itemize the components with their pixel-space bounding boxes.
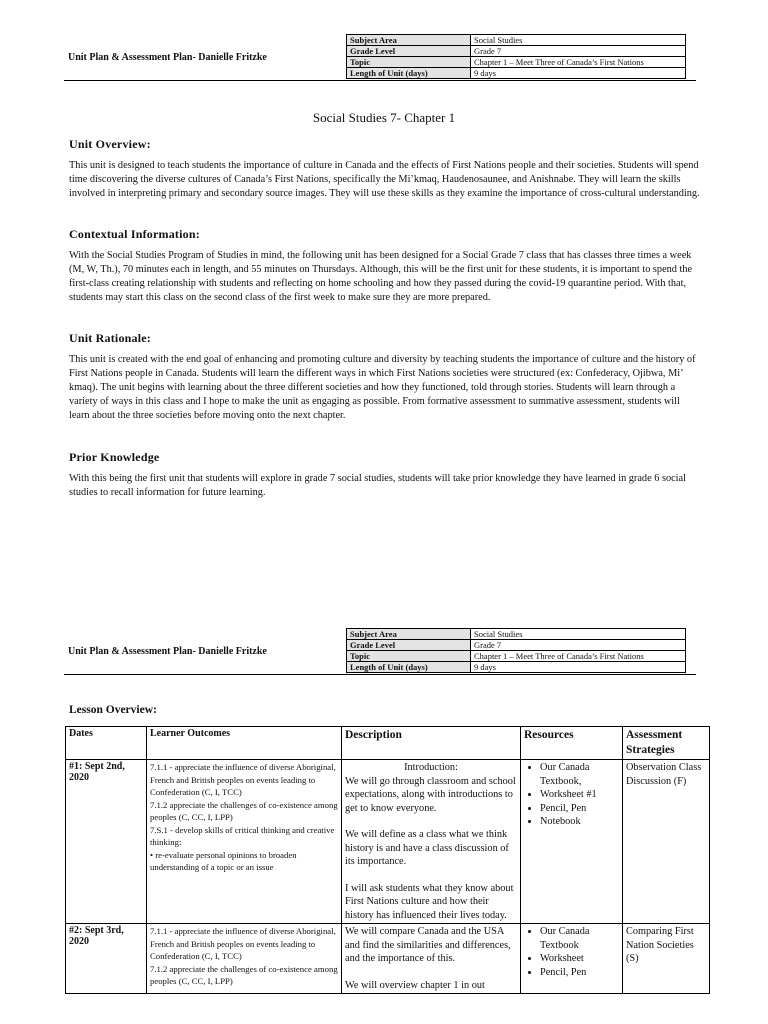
table-header-row [66, 727, 710, 760]
description-line: We will compare Canada and the USA and find the similarities and differences, and the importance of this. [345, 926, 511, 964]
list-item: • Worksheet [540, 952, 619, 966]
section-body: This unit is designed to teach students the importance of culture in Canada and the effects of First Nations people and their societies. Students will spend time discovering the diverse cultures of Canada’s First Nations, specifically the Mi’kmaq, Haudenosaunee, and Anishnabe. They will learn the skills involved in interpreting primary and secondary source images. They will use these skills as they examine the importance of cross-cultural understanding. [69, 160, 700, 199]
table-row [347, 68, 686, 79]
lesson-overview-table [65, 726, 710, 994]
table-row [66, 760, 710, 924]
lesson-date: #2: Sept 3rd, 2020 [66, 924, 147, 994]
column-header: Learner Outcomes [147, 727, 342, 760]
column-header: Assessment Strategies [623, 727, 710, 760]
info-key: Length of Unit (days) [347, 662, 471, 673]
unit-overview-section [69, 137, 701, 201]
resources-list [524, 925, 619, 979]
lesson-overview-title: Lesson Overview: [69, 704, 157, 716]
description-line: We will go through classroom and school expectations, along with introductions to get to know everyone. [345, 775, 516, 814]
assessment-cell: Observation Class Discussion (F) [623, 760, 710, 924]
section-heading: Unit Rationale: [69, 331, 151, 345]
table-row [66, 924, 710, 994]
unit-info-table [346, 628, 686, 673]
section-body: This unit is created with the end goal of enhancing and promoting culture and diversity by teaching students the importance of culture and the history of First Nations people in Canada. Students will learn the different ways in which First Nations societies were structured (ex: Confederacy, Ojibwa, Mi’ kmaq). The unit begins with learning about the three different societies and how they functioned, told through stories. Students will learn through a variety of ways in this class and I hope to make the unit as engaging as possible. From formative assessment to summative assessment, students will learn about the three societies before moving onto the next chapter. [69, 354, 696, 421]
section-heading: Prior Knowledge [69, 450, 160, 464]
assessment-cell: Comparing First Nation Societies (S) [623, 924, 710, 994]
outcome-line: • re-evaluate personal opinions to broaden understanding of a topic or an issue [150, 849, 297, 872]
table-row [347, 35, 686, 46]
header-title: Unit Plan & Assessment Plan- Danielle Fritzke [68, 646, 267, 657]
unit-rationale-section [69, 331, 701, 423]
lesson-date: #1: Sept 2nd, 2020 [66, 760, 147, 924]
list-item: • Our Canada Textbook [540, 925, 619, 952]
info-value: 9 days [471, 68, 686, 79]
list-item: • Pencil, Pen [540, 966, 619, 980]
table-row [347, 662, 686, 673]
unit-info-table [346, 34, 686, 79]
info-value: Chapter 1 – Meet Three of Canada’s First Nations [471, 57, 686, 68]
table-row [347, 629, 686, 640]
section-heading: Unit Overview: [69, 137, 151, 151]
description-cell [342, 924, 521, 994]
info-value: Chapter 1 – Meet Three of Canada’s First Nations [471, 651, 686, 662]
table-row [347, 57, 686, 68]
outcome-line: 7.1.2 appreciate the challenges of co-existence among peoples (C, CC, I, LPP) [150, 963, 338, 986]
info-key: Subject Area [347, 35, 471, 46]
outcome-line: 7.1.1 - appreciate the influence of diverse Aboriginal, French and British peoples on events leading to Confederation (C, I, TCC) [150, 762, 336, 797]
resources-list [524, 761, 619, 829]
description-line: We will overview chapter 1 in out [345, 979, 485, 991]
resources-cell [521, 924, 623, 994]
info-key: Length of Unit (days) [347, 68, 471, 79]
column-header: Resources [521, 727, 623, 760]
column-header: Description [342, 727, 521, 760]
section-heading: Contextual Information: [69, 227, 200, 241]
info-key: Subject Area [347, 629, 471, 640]
description-line: We will define as a class what we think history is and have a class discussion of its importance. [345, 829, 509, 867]
outcome-line: 7.1.1 - appreciate the influence of diverse Aboriginal, French and British peoples on events leading to Confederation (C, I, TCC) [150, 926, 336, 961]
header-divider [64, 674, 696, 675]
description-line: I will ask students what they know about First Nations culture and how their history has influenced their lives today. [345, 882, 514, 921]
info-value: Grade 7 [471, 640, 686, 651]
info-key: Topic [347, 57, 471, 68]
description-line: Introduction: [404, 762, 458, 773]
info-key: Grade Level [347, 46, 471, 57]
section-body: With the Social Studies Program of Studies in mind, the following unit has been designed for a Social Grade 7 class that has classes three times a week (M, W, Th.), 70 minutes each in length, and 55 minutes on Thursdays. Although, this will be the first unit for these students, it is important to spend the first-class creating relationship with students and reflecting on home schooling and how they passed during the covid-19 quarantine period. With that, students may start this class on the second class of the first week to make sure they are more prepared. [69, 250, 693, 303]
info-value: 9 days [471, 662, 686, 673]
list-item: • Notebook [540, 815, 619, 829]
document-title: Social Studies 7- Chapter 1 [312, 110, 456, 125]
header-divider [64, 80, 696, 81]
outcome-line: 7.S.1 - develop skills of critical thinking and creative thinking: [150, 824, 335, 847]
contextual-info-section [69, 227, 701, 305]
header-title: Unit Plan & Assessment Plan- Danielle Fritzke [68, 52, 267, 63]
info-value: Social Studies [471, 35, 686, 46]
learner-outcomes-cell [147, 760, 342, 924]
info-key: Topic [347, 651, 471, 662]
info-key: Grade Level [347, 640, 471, 651]
list-item: • Worksheet #1 [540, 788, 619, 802]
table-row [347, 46, 686, 57]
info-value: Grade 7 [471, 46, 686, 57]
prior-knowledge-section [69, 450, 701, 500]
learner-outcomes-cell [147, 924, 342, 994]
list-item: • Our Canada Textbook, [540, 761, 619, 788]
table-row [347, 640, 686, 651]
table-row [347, 651, 686, 662]
list-item: • Pencil, Pen [540, 802, 619, 816]
column-header: Dates [66, 727, 147, 760]
outcome-line: 7.1.2 appreciate the challenges of co-existence among peoples (C, CC, I, LPP) [150, 799, 338, 822]
description-cell [342, 760, 521, 924]
resources-cell [521, 760, 623, 924]
info-value: Social Studies [471, 629, 686, 640]
section-body: With this being the first unit that students will explore in grade 7 social studies, students will take prior knowledge they have learned in grade 6 social studies to recall information for future learning. [69, 473, 686, 498]
